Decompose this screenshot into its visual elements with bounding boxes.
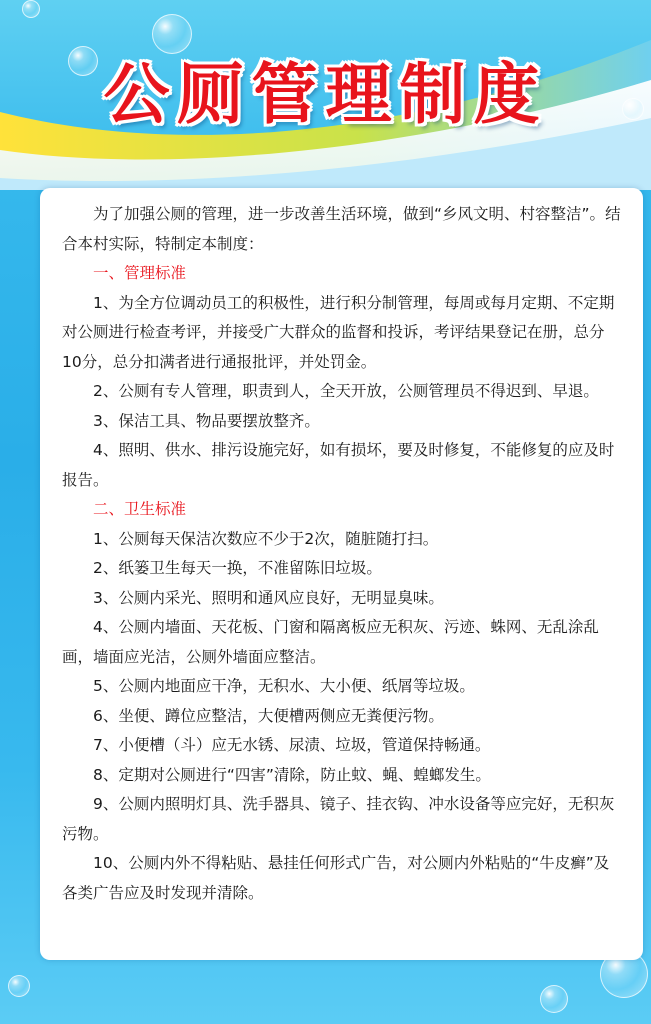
bubble-decoration xyxy=(152,14,192,54)
section-item: 2、公厕有专人管理，职责到人，全天开放，公厕管理员不得迟到、早退。 xyxy=(93,382,599,400)
section-item: 9、公厕内照明灯具、洗手器具、镜子、挂衣钩、冲水设备等应完好，无积灰污物。 xyxy=(62,795,615,843)
section-item: 7、小便槽（斗）应无水锈、尿渍、垃圾，管道保持畅通。 xyxy=(93,736,491,754)
intro-paragraph: 为了加强公厕的管理，进一步改善生活环境，做到“乡风文明、村容整洁”。结合本村实际，特制定本制度： xyxy=(62,205,621,253)
bubble-decoration xyxy=(8,975,30,997)
page-title: 公厕管理制度 xyxy=(103,56,548,133)
section-item: 8、定期对公厕进行“四害”清除，防止蚊、蝇、蝗螂发生。 xyxy=(93,765,491,784)
section-heading: 二、卫生标准 xyxy=(93,500,187,518)
section-item: 1、为全方位调动员工的积极性，进行积分制管理，每周或每月定期、不定期对公厕进行检查考评，并接受广大群众的监督和投诉，考评结果登记在册，总分10分，总分扣满者进行通报批评，并处罚金。 xyxy=(62,293,615,371)
section-item: 4、公厕内墙面、天花板、门窗和隔离板应无积灰、污迹、蛛网、无乱涂乱画，墙面应光洁，公厕外墙面应整洁。 xyxy=(62,618,599,666)
section-item: 1、公厕每天保洁次数应不少于2次，随脏随打扫。 xyxy=(93,529,439,548)
section-item: 3、公厕内采光、照明和通风应良好，无明显臭味。 xyxy=(93,588,444,607)
section-item: 5、公厕内地面应干净，无积水、大小便、纸屑等垃圾。 xyxy=(93,677,475,695)
bubble-decoration xyxy=(540,985,568,1013)
section-item: 6、坐便、蹲位应整洁，大便槽两侧应无粪便污物。 xyxy=(93,706,444,725)
section-heading: 一、管理标准 xyxy=(93,264,187,282)
document-body xyxy=(62,200,624,908)
section-item: 4、照明、供水、排污设施完好，如有损坏，要及时修复，不能修复的应及时报告。 xyxy=(62,441,615,489)
section-item: 2、纸篓卫生每天一换，不准留陈旧垃圾。 xyxy=(93,559,382,577)
bubble-decoration xyxy=(22,0,40,18)
section-item: 3、保洁工具、物品要摆放整齐。 xyxy=(93,411,320,430)
section-item: 10、公厕内外不得粘贴、悬挂任何形式广告，对公厕内外粘贴的“牛皮癣”及各类广告应及时发现并清除。 xyxy=(62,854,610,902)
